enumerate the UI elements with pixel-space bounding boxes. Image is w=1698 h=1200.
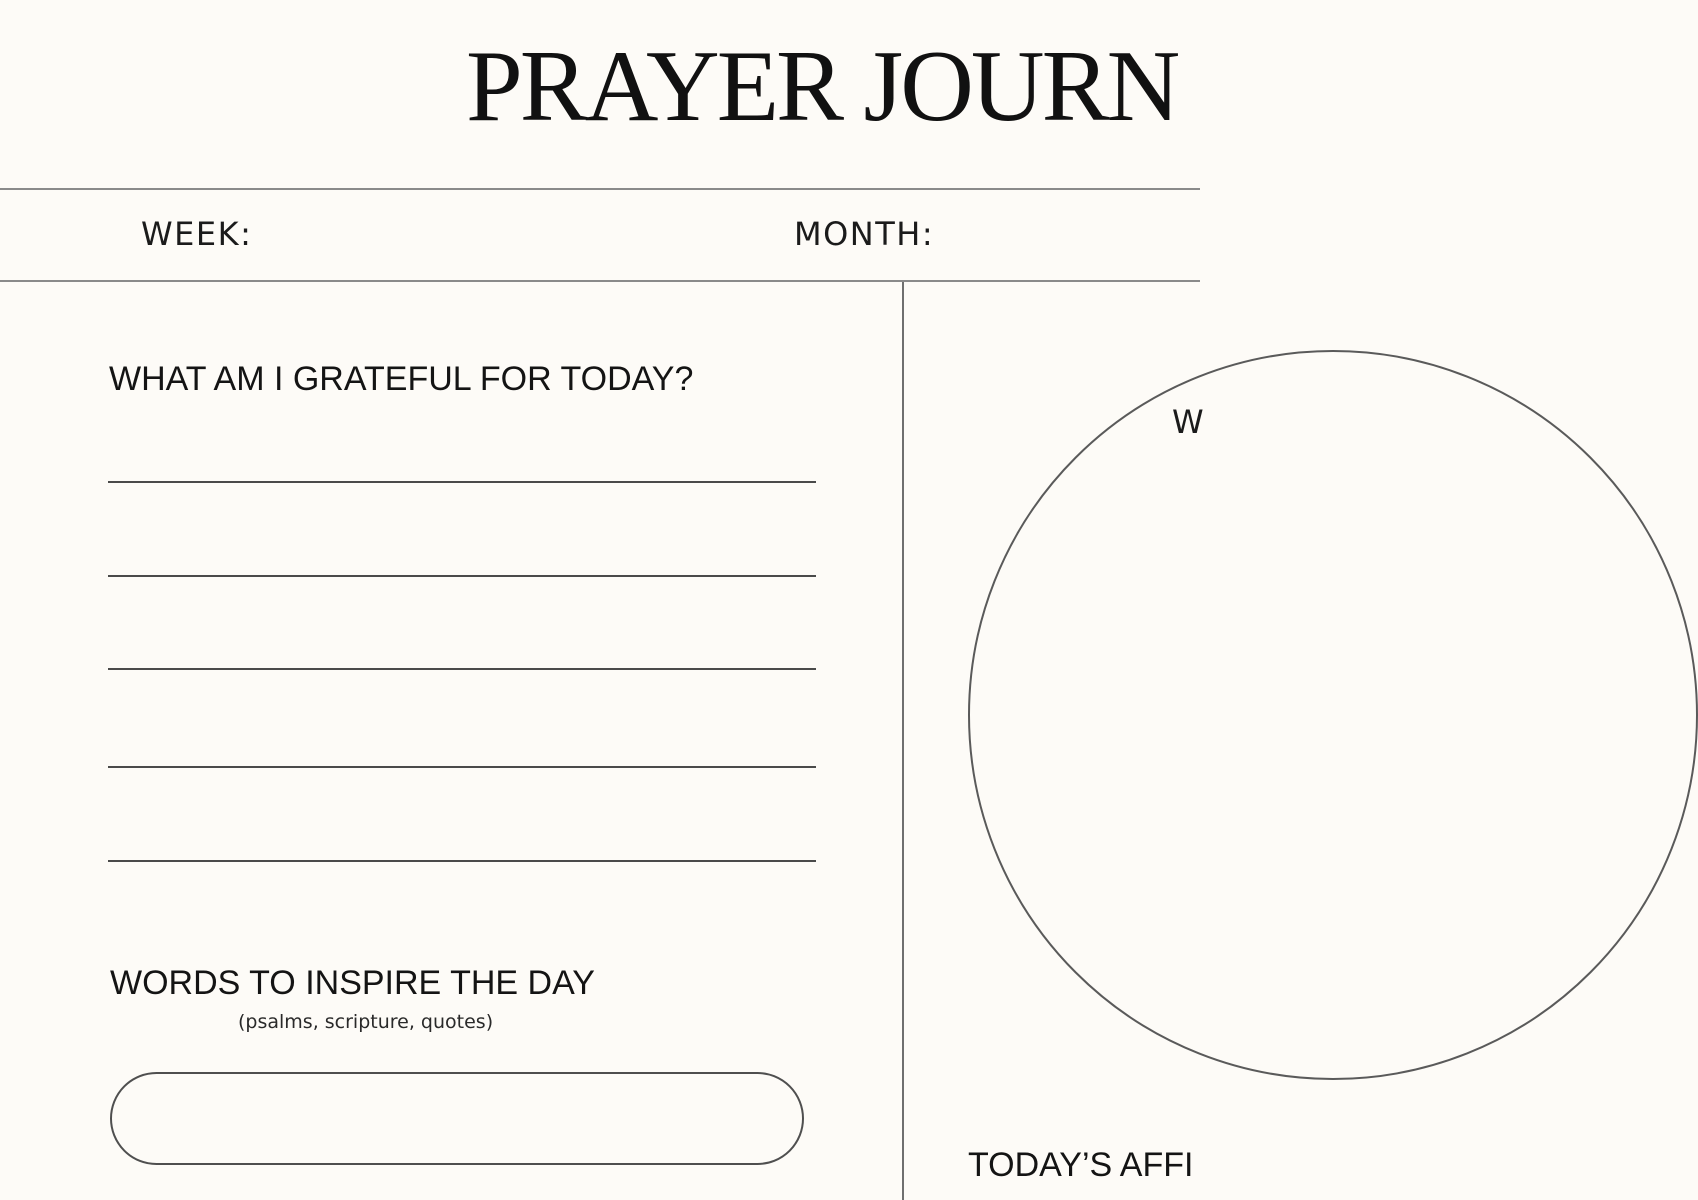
inspiration-subheading: (psalms, scripture, quotes) [238, 1011, 494, 1033]
month-label: MONTH: [794, 215, 935, 253]
gratitude-line-1[interactable] [108, 481, 816, 483]
header-divider-top [0, 188, 1200, 190]
page-title: PRAYER JOURN [466, 30, 1178, 143]
gratitude-line-5[interactable] [108, 860, 816, 862]
gratitude-heading: WHAT AM I GRATEFUL FOR TODAY? [109, 360, 694, 398]
gratitude-line-2[interactable] [108, 575, 816, 577]
circle-heading: W [1172, 403, 1204, 441]
inspiration-entry-box[interactable] [110, 1072, 804, 1165]
gratitude-line-4[interactable] [108, 766, 816, 768]
gratitude-line-3[interactable] [108, 668, 816, 670]
affirmation-heading: TODAY’S AFFI [968, 1146, 1194, 1184]
header-divider-bottom [0, 280, 1200, 282]
inspiration-heading: WORDS TO INSPIRE THE DAY [110, 964, 595, 1002]
column-divider [902, 282, 904, 1200]
prayer-circle[interactable] [968, 350, 1698, 1080]
week-label: WEEK: [141, 215, 253, 253]
